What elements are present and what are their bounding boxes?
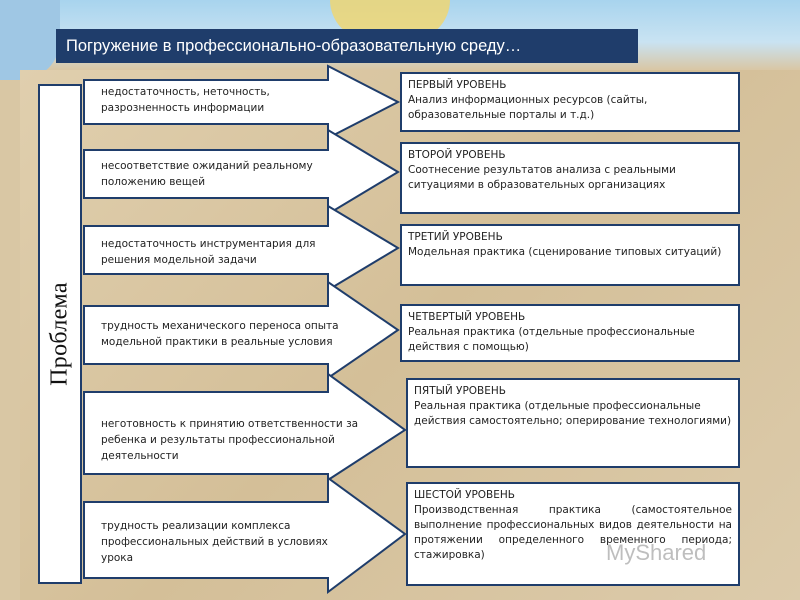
level-title-3: ТРЕТИЙ УРОВЕНЬ: [408, 231, 503, 243]
level-box-6: [406, 482, 740, 586]
level-text-2: Соотнесение результатов анализа с реальными ситуациями в образовательных организациях: [408, 164, 676, 191]
level-box-3: [400, 224, 740, 286]
level-text-5: Реальная практика (отдельные профессиональные действия самостоятельно; оперирование технологиями): [414, 400, 732, 427]
problem-label: Проблема: [46, 282, 73, 386]
level-text-1: Анализ информационных ресурсов (сайты, образовательные порталы и т.д.): [408, 94, 648, 121]
level-text-6: Производственная практика (самостоятельное выполнение профессиональных видов деятельности на протяжении определенного временного периода; стажировка): [414, 504, 732, 561]
watermark: MyShared: [606, 540, 707, 565]
level-box-2: [400, 142, 740, 214]
problem-text-2: несоответствие ожиданий реальному положению вещей: [101, 160, 313, 188]
level-box-4: [400, 304, 740, 362]
level-box-5: [406, 378, 740, 468]
problem-column: [38, 84, 82, 584]
problem-text-4: трудность механического переноса опыта модельной практики в реальные условия: [101, 320, 339, 348]
page-title: Погружение в профессионально-образовательную среду…: [56, 29, 638, 63]
problem-text-6: трудность реализации комплекса профессиональных действий в условиях урока: [101, 520, 328, 564]
level-text-3: Модельная практика (сценирование типовых ситуаций): [408, 246, 722, 258]
level-text-4: Реальная практика (отдельные профессиональные действия с помощью): [408, 326, 695, 353]
level-title-2: ВТОРОЙ УРОВЕНЬ: [408, 149, 506, 161]
level-box-1: [400, 72, 740, 132]
level-title-6: ШЕСТОЙ УРОВЕНЬ: [414, 489, 515, 501]
level-title-4: ЧЕТВЕРТЫЙ УРОВЕНЬ: [408, 311, 526, 323]
level-title-1: ПЕРВЫЙ УРОВЕНЬ: [408, 79, 507, 91]
level-title-5: ПЯТЫЙ УРОВЕНЬ: [414, 385, 506, 397]
problem-text-5: неготовность к принятию ответственности за ребенка и результаты профессиональной деятельности: [101, 418, 359, 462]
problem-text-3: недостаточность инструментария для решения модельной задачи: [101, 238, 316, 266]
problem-text-1: недостаточность, неточность, разрозненность информации: [101, 86, 270, 114]
